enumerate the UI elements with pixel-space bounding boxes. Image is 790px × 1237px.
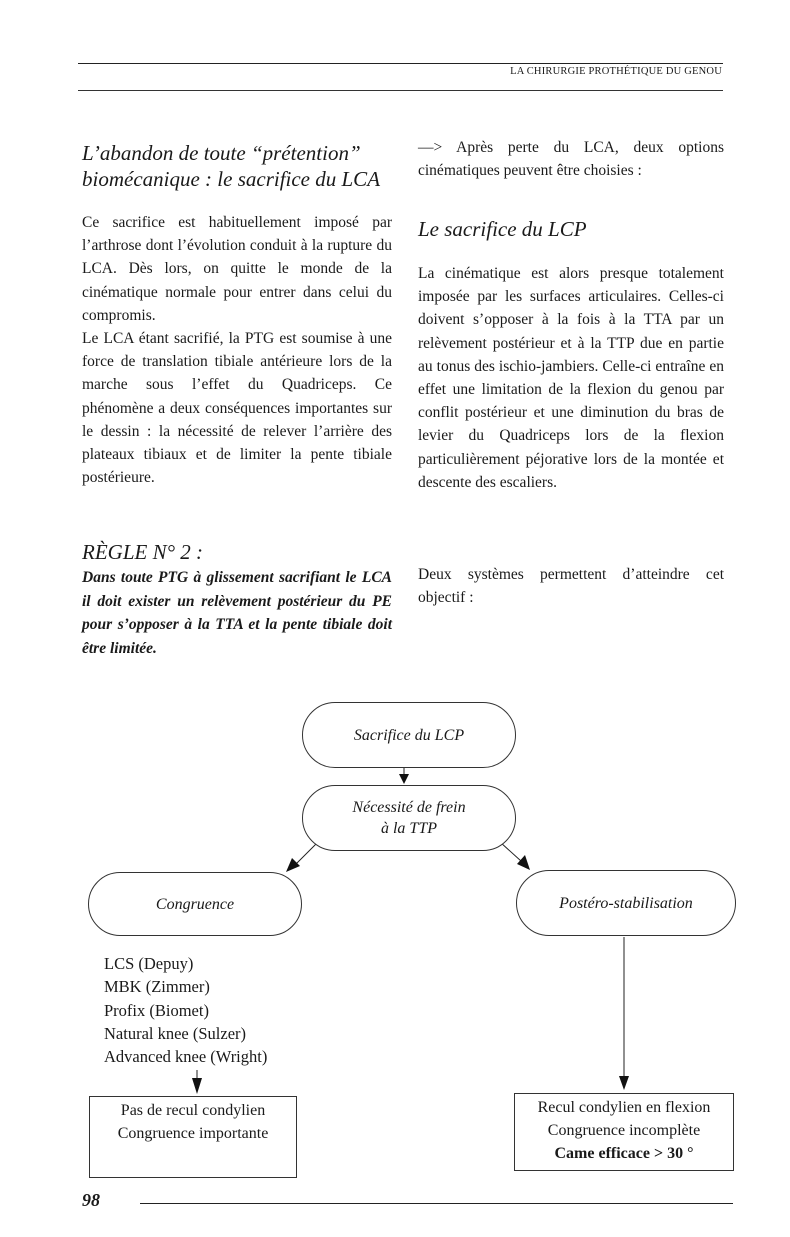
result-right-line-2: Congruence incomplète xyxy=(547,1122,701,1139)
implant-item: MBK (Zimmer) xyxy=(104,977,210,997)
implant-item: Profix (Biomet) xyxy=(104,1000,209,1020)
right-paragraph: La cinématique est alors presque totalement imposée par les surfaces articulaires. Celles-ci doivent s’opposer à la fois à la TTA par un relèvement postérieur et à la TTP due en partie au tonus des ischio-jambiers. Celle-ci entraîne en effet une limitation de la flexion du genou par conflit postérieur et une diminution du bras de levier du Quadriceps lors de la flexion particulièrement péjorative lors de la montée et descente des escaliers. xyxy=(418,265,724,491)
arrowhead-down-top xyxy=(399,774,409,784)
left-heading-line-1: L’abandon de toute “prétention” xyxy=(82,141,361,165)
rule-title: RÈGLE N° 2 : xyxy=(82,540,203,564)
left-paragraph-1: Ce sacrifice est habituellement imposé par l’arthrose dont l’évolution conduit à la rupture du LCA. Dès lors, on quitte le monde de la cinématique normale pour entrer dans celui du compromis. xyxy=(82,214,392,324)
running-head: LA CHIRURGIE PROTHÉTIQUE DU GENOU xyxy=(510,66,722,77)
node-frein-line-1: Nécessité de frein xyxy=(352,799,466,816)
left-heading-line-2: biomécanique : le sacrifice du LCA xyxy=(82,167,381,191)
result-box-left xyxy=(89,1096,297,1178)
implant-item: Natural knee (Sulzer) xyxy=(104,1023,247,1043)
result-left-line-2: Congruence importante xyxy=(117,1125,269,1142)
right-section-heading: Le sacrifice du LCP xyxy=(418,217,587,241)
arrow-middle-to-right-shaft xyxy=(500,842,521,861)
left-paragraph-2: Le LCA étant sacrifié, la PTG est soumise à une force de translation tibiale antérieure lors de la marche sous l’effet du Quadriceps. Ce phénomène a deux conséquences importantes sur le dessin : la nécessité de relever l’arrière des plateaux tibiaux et de limiter la pente tibiale postérieure. xyxy=(82,330,392,487)
result-right-line-3: Came efficace > 30 ° xyxy=(554,1145,694,1162)
arrowhead-left xyxy=(286,858,300,872)
node-congruence: Congruence xyxy=(88,872,302,936)
result-box-right xyxy=(514,1093,734,1171)
footer-rule xyxy=(140,1203,733,1204)
result-right-line-1: Recul condylien en flexion xyxy=(537,1099,711,1116)
implant-item: LCS (Depuy) xyxy=(104,954,194,973)
arrowhead-down-right xyxy=(619,1076,629,1090)
page-number: 98 xyxy=(82,1190,100,1210)
node-frein-line-2: à la TTP xyxy=(380,820,437,837)
result-left-line-1: Pas de recul condylien xyxy=(120,1102,266,1119)
right-intro: —> Après perte du LCA, deux options cinématiques peuvent être choisies : xyxy=(418,139,724,180)
implant-list xyxy=(104,952,267,1068)
right-closing: Deux systèmes permettent d’atteindre cet objectif : xyxy=(418,566,724,607)
node-postero-stabilisation: Postéro-stabilisation xyxy=(516,870,736,936)
node-sacrifice-lcp: Sacrifice du LCP xyxy=(302,702,516,768)
arrowhead-down-left xyxy=(192,1078,202,1094)
node-frein-ttp xyxy=(302,785,516,851)
arrowhead-right xyxy=(517,855,530,870)
arrow-middle-to-left-shaft xyxy=(296,842,318,864)
rule-text: Dans toute PTG à glissement sacrifiant le LCA il doit exister un relèvement postérieur du PE pour s’opposer à la TTA et la pente tibiale doit être limitée. xyxy=(82,569,392,657)
implant-item: Advanced knee (Wright) xyxy=(104,1047,268,1067)
